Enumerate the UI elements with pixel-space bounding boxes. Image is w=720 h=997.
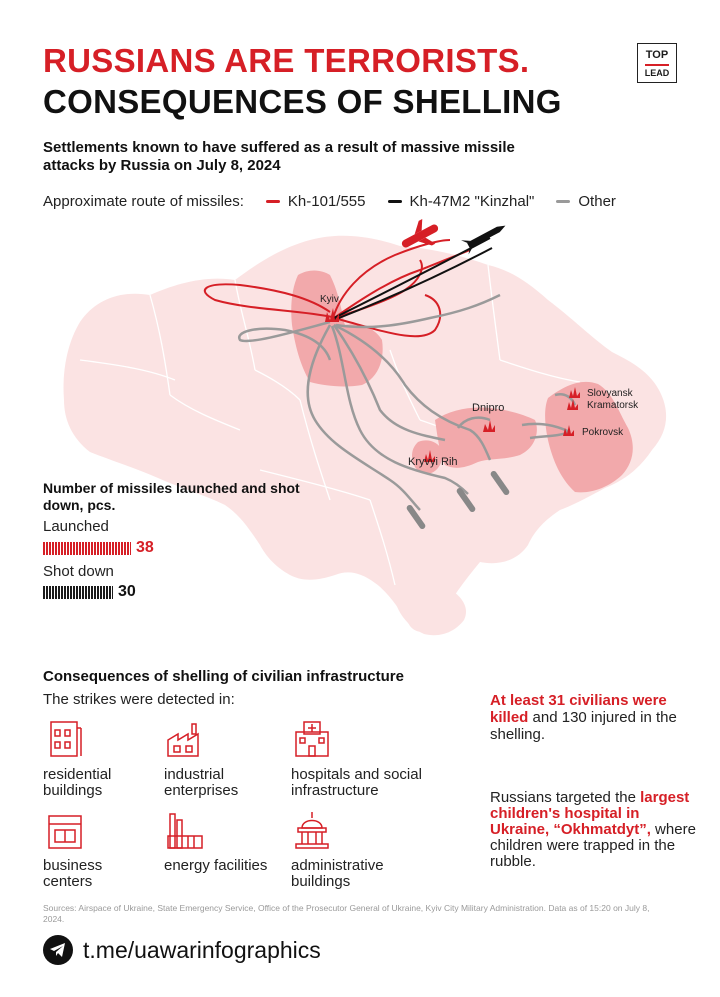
shot-down-bar <box>43 586 113 599</box>
legend-label: Kh-47M2 "Kinzhal" <box>409 193 535 210</box>
casualties-killed: At least 31 civilians were killed <box>490 692 667 726</box>
title-line-1: RUSSIANS ARE TERRORISTS. <box>43 42 530 79</box>
logo-bottom-text: LEAD <box>644 68 670 78</box>
telegram-url[interactable]: t.me/uawarinfographics <box>83 936 321 963</box>
shot-down-bar-row <box>43 583 136 601</box>
missile-count-title: Number of missiles launched and shot down, pcs. <box>43 480 300 513</box>
residential-building-icon <box>45 718 85 758</box>
hospital-icon <box>292 718 332 758</box>
logo-divider <box>645 64 669 66</box>
city-label-slovyansk: Slovyansk <box>587 388 633 399</box>
legend-swatch-gray <box>556 200 570 203</box>
hospital-text-post: where children were trapped in the rubble. <box>490 821 696 870</box>
legend-swatch-black <box>388 200 402 203</box>
infra-label-hospitals: hospitals and social infrastructure <box>291 766 422 799</box>
legend-swatch-red <box>266 200 280 203</box>
power-plant-icon <box>164 810 204 850</box>
city-label-kramatorsk: Kramatorsk <box>587 400 639 411</box>
legend-item-kinzhal <box>388 193 535 210</box>
business-center-icon <box>45 810 85 850</box>
title-line-2: CONSEQUENCES OF SHELLING <box>43 83 562 120</box>
telegram-link[interactable] <box>43 935 321 965</box>
launched-value: 38 <box>136 539 154 556</box>
factory-icon <box>164 718 204 758</box>
infra-label-residential: residential buildings <box>43 766 112 799</box>
launched-bar-row <box>43 539 154 557</box>
legend-item-kh101 <box>266 193 366 210</box>
casualties-injured: and 130 injured in the shelling. <box>490 709 677 743</box>
sources-note: Sources: Airspace of Ukraine, State Emergency Service, Office of the Prosecutor General of Ukraine, Kyiv City Military Administration. Data as of 15:20 on July 8, 2024. <box>43 903 650 924</box>
top-lead-logo <box>637 43 677 83</box>
launched-label: Launched <box>43 518 109 535</box>
hospital-text <box>490 790 700 870</box>
hospital-text-pre: Russians targeted the <box>490 789 641 806</box>
launched-bar <box>43 542 131 555</box>
city-label-kyiv: Kyiv <box>320 294 339 305</box>
legend-prefix: Approximate route of missiles: <box>43 193 244 210</box>
city-label-pokrovsk: Pokrovsk <box>582 427 624 438</box>
casualties-text <box>490 692 700 743</box>
legend-item-other <box>556 193 616 210</box>
hospital-text-bold: largest children's hospital in Ukraine, “Okhmatdyt”, <box>490 789 690 838</box>
infra-label-industrial: industrial enterprises <box>164 766 239 799</box>
subtitle: Settlements known to have suffered as a result of massive missile attacks by Russia on July 8, 2024 <box>43 139 515 174</box>
legend-label: Other <box>578 193 616 210</box>
legend-label: Kh-101/555 <box>287 193 366 210</box>
city-label-dnipro: Dnipro <box>472 402 505 414</box>
logo-top-text: TOP <box>645 49 669 61</box>
shot-down-value: 30 <box>118 583 136 600</box>
telegram-icon <box>43 935 73 965</box>
consequences-title: Consequences of shelling of civilian infrastructure <box>43 668 404 685</box>
route-legend <box>43 193 616 210</box>
infra-label-business: business centers <box>43 857 103 890</box>
city-label-kryvyi-rih: Kryvyi Rih <box>408 456 458 468</box>
detected-subtitle: The strikes were detected in: <box>43 691 235 708</box>
infra-label-energy: energy facilities <box>164 857 268 874</box>
shot-down-label: Shot down <box>43 563 114 580</box>
infra-label-administrative: administrative buildings <box>291 857 384 890</box>
capitol-building-icon <box>292 810 332 850</box>
